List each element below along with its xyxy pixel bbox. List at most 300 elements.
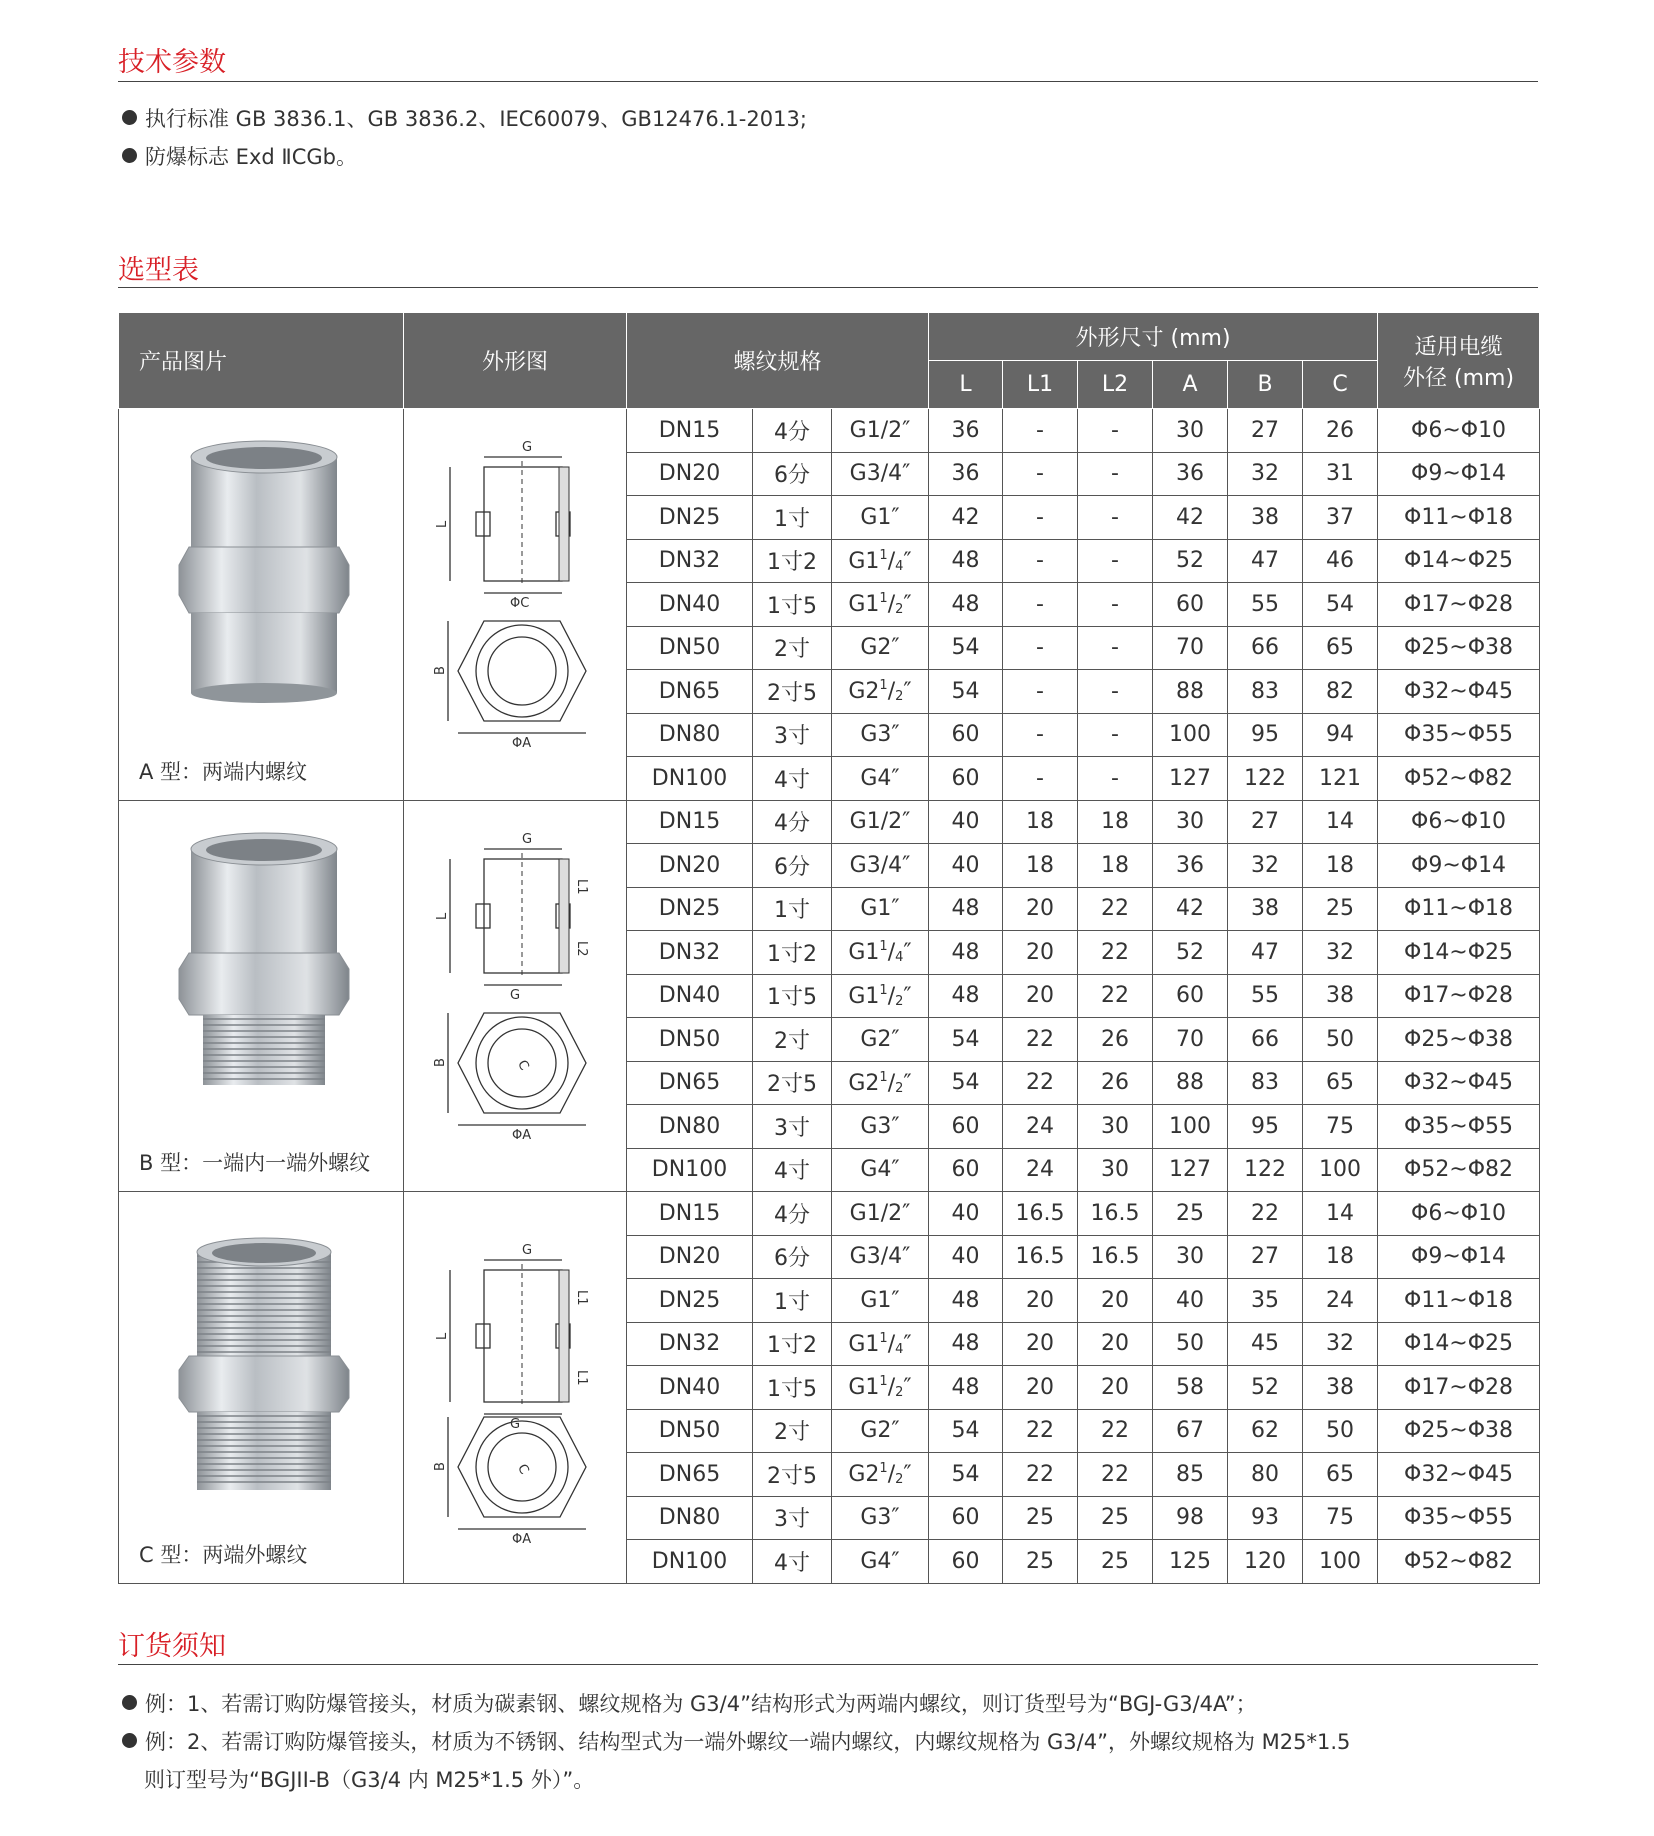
- cell-a: 25: [1153, 1192, 1228, 1236]
- cell-size: 1寸: [753, 887, 832, 931]
- label-phi-a: ΦA: [512, 736, 532, 751]
- cell-l2: 25: [1078, 1496, 1153, 1540]
- cell-cable: Φ35~Φ55: [1378, 1496, 1540, 1540]
- cell-b: 32: [1228, 452, 1303, 496]
- cell-l1: -: [1003, 452, 1078, 496]
- bullet-dot-icon: [122, 110, 137, 125]
- cell-l2: 22: [1078, 1409, 1153, 1453]
- cell-c: 25: [1303, 887, 1378, 931]
- cell-a: 70: [1153, 1018, 1228, 1062]
- cell-b: 38: [1228, 887, 1303, 931]
- cell-b: 122: [1228, 757, 1303, 801]
- cell-thread: G1″: [832, 1279, 929, 1323]
- cell-c: 18: [1303, 1235, 1378, 1279]
- cell-l2: 18: [1078, 844, 1153, 888]
- cell-cable: Φ14~Φ25: [1378, 931, 1540, 975]
- cell-dn: DN80: [627, 1496, 753, 1540]
- cell-size: 2寸5: [753, 1061, 832, 1105]
- cell-l1: 24: [1003, 1105, 1078, 1149]
- bullet-dot-icon: [122, 1695, 137, 1710]
- cell-l: 54: [929, 670, 1003, 714]
- cell-l: 36: [929, 409, 1003, 453]
- cell-size: 2寸5: [753, 1453, 832, 1497]
- cell-l2: -: [1078, 539, 1153, 583]
- cell-thread: G3″: [832, 713, 929, 757]
- cell-b: 47: [1228, 931, 1303, 975]
- cell-cable: Φ17~Φ28: [1378, 583, 1540, 627]
- cell-b: 95: [1228, 713, 1303, 757]
- label-l1: L1: [574, 1290, 589, 1306]
- cell-size: 4寸: [753, 757, 832, 801]
- label-l: L: [435, 912, 450, 920]
- label-bottom: G: [510, 987, 521, 1003]
- cell-size: 4分: [753, 1192, 832, 1236]
- cell-l2: 25: [1078, 1540, 1153, 1584]
- cell-l1: 22: [1003, 1409, 1078, 1453]
- cell-a: 36: [1153, 844, 1228, 888]
- selection-table: [118, 312, 1540, 1584]
- header-cable: 适用电缆 外径 (mm): [1378, 313, 1540, 409]
- cell-a: 67: [1153, 1409, 1228, 1453]
- cell-size: 4寸: [753, 1148, 832, 1192]
- cell-l: 42: [929, 496, 1003, 540]
- cell-thread: G3/4″: [832, 452, 929, 496]
- cell-dn: DN40: [627, 1366, 753, 1410]
- header-col-l2: L2: [1078, 361, 1153, 409]
- cell-size: 6分: [753, 1235, 832, 1279]
- cell-l1: 16.5: [1003, 1192, 1078, 1236]
- cell-size: 3寸: [753, 1105, 832, 1149]
- cell-b: 80: [1228, 1453, 1303, 1497]
- cell-c: 121: [1303, 757, 1378, 801]
- product-photo-cell-b: [119, 800, 404, 1192]
- cell-l1: 20: [1003, 931, 1078, 975]
- cell-dn: DN25: [627, 887, 753, 931]
- cell-cable: Φ9~Φ14: [1378, 844, 1540, 888]
- cell-b: 45: [1228, 1322, 1303, 1366]
- cell-l1: -: [1003, 670, 1078, 714]
- cell-a: 58: [1153, 1366, 1228, 1410]
- cell-l1: 25: [1003, 1496, 1078, 1540]
- cell-size: 2寸: [753, 626, 832, 670]
- header-photo: 产品图片: [119, 313, 404, 409]
- cell-l2: 30: [1078, 1105, 1153, 1149]
- cell-dn: DN15: [627, 800, 753, 844]
- cell-l: 60: [929, 1496, 1003, 1540]
- cell-l: 60: [929, 1540, 1003, 1584]
- cell-thread: $G1^1/_2''$: [832, 1366, 929, 1410]
- cell-dn: DN25: [627, 1279, 753, 1323]
- cell-cable: Φ9~Φ14: [1378, 452, 1540, 496]
- cell-cable: Φ6~Φ10: [1378, 1192, 1540, 1236]
- cell-size: 2寸5: [753, 670, 832, 714]
- header-col-l1: L1: [1003, 361, 1078, 409]
- cell-l2: 22: [1078, 931, 1153, 975]
- label-g: G: [522, 1243, 533, 1258]
- cell-c: 65: [1303, 1453, 1378, 1497]
- cell-c: 75: [1303, 1496, 1378, 1540]
- cell-thread: G3/4″: [832, 844, 929, 888]
- cell-a: 40: [1153, 1279, 1228, 1323]
- cell-dn: DN100: [627, 757, 753, 801]
- tech-params-title: 技术参数: [118, 47, 226, 78]
- cell-b: 38: [1228, 496, 1303, 540]
- cell-dn: DN100: [627, 1148, 753, 1192]
- cell-dn: DN32: [627, 931, 753, 975]
- product-type-label: C 型：两端外螺纹: [139, 1542, 308, 1567]
- label-bottom: G: [510, 1417, 521, 1432]
- cell-thread: G1/2″: [832, 800, 929, 844]
- cell-l1: 20: [1003, 887, 1078, 931]
- cell-size: 4分: [753, 409, 832, 453]
- cell-l: 54: [929, 1061, 1003, 1105]
- cell-dn: DN20: [627, 1235, 753, 1279]
- cell-cable: Φ32~Φ45: [1378, 1061, 1540, 1105]
- cell-c: 38: [1303, 974, 1378, 1018]
- cell-l1: -: [1003, 713, 1078, 757]
- cell-l2: 18: [1078, 800, 1153, 844]
- cell-b: 32: [1228, 844, 1303, 888]
- table-row: [119, 800, 1540, 844]
- cell-thread: G1″: [832, 887, 929, 931]
- cell-c: 54: [1303, 583, 1378, 627]
- cell-l2: -: [1078, 713, 1153, 757]
- cell-l1: 24: [1003, 1148, 1078, 1192]
- cell-a: 100: [1153, 713, 1228, 757]
- label-l1: L1: [574, 878, 589, 895]
- cell-a: 88: [1153, 670, 1228, 714]
- selection-title: 选型表: [118, 255, 199, 286]
- product-type-label: B 型：一端内一端外螺纹: [139, 1151, 371, 1175]
- cell-l1: -: [1003, 757, 1078, 801]
- cell-c: 65: [1303, 1061, 1378, 1105]
- cell-l1: 18: [1003, 844, 1078, 888]
- cell-a: 127: [1153, 757, 1228, 801]
- cell-b: 120: [1228, 1540, 1303, 1584]
- cell-l2: -: [1078, 452, 1153, 496]
- cell-a: 88: [1153, 1061, 1228, 1105]
- cell-size: 1寸2: [753, 539, 832, 583]
- cell-c: 37: [1303, 496, 1378, 540]
- cell-b: 55: [1228, 974, 1303, 1018]
- cell-l1: -: [1003, 409, 1078, 453]
- product-photo-cell-c: [119, 1192, 404, 1584]
- cell-l2: 22: [1078, 887, 1153, 931]
- tech-params-rule: [118, 81, 1538, 82]
- cell-a: 52: [1153, 931, 1228, 975]
- cell-a: 50: [1153, 1322, 1228, 1366]
- cell-c: 50: [1303, 1018, 1378, 1062]
- cell-dn: DN15: [627, 409, 753, 453]
- cell-l: 60: [929, 1148, 1003, 1192]
- cell-size: 1寸5: [753, 583, 832, 627]
- cell-thread: $G1^1/_4''$: [832, 1322, 929, 1366]
- cell-dn: DN15: [627, 1192, 753, 1236]
- order-rule: [118, 1664, 1538, 1665]
- cell-l1: 16.5: [1003, 1235, 1078, 1279]
- cell-b: 22: [1228, 1192, 1303, 1236]
- cell-a: 30: [1153, 1235, 1228, 1279]
- cell-a: 100: [1153, 1105, 1228, 1149]
- cell-size: 4寸: [753, 1540, 832, 1584]
- cell-dn: DN50: [627, 1409, 753, 1453]
- cell-l1: -: [1003, 626, 1078, 670]
- cell-thread: G1″: [832, 496, 929, 540]
- order-example-1: 例：1、若需订购防爆管接头，材质为碳素钢、螺纹规格为 G3/4”结构形式为两端内螺纹，则订货型号为“BGJ-G3/4A”；: [122, 1688, 1257, 1718]
- cell-c: 75: [1303, 1105, 1378, 1149]
- cell-cable: Φ35~Φ55: [1378, 1105, 1540, 1149]
- cell-l: 60: [929, 713, 1003, 757]
- cell-thread: G3″: [832, 1105, 929, 1149]
- header-col-l: L: [929, 361, 1003, 409]
- cell-cable: Φ25~Φ38: [1378, 626, 1540, 670]
- cell-l1: 20: [1003, 1366, 1078, 1410]
- cell-c: 38: [1303, 1366, 1378, 1410]
- cell-thread: G4″: [832, 757, 929, 801]
- order-example-2-cont: 则订型号为“BGJII-B（G3/4 内 M25*1.5 外）”。: [144, 1768, 595, 1792]
- cell-dn: DN20: [627, 452, 753, 496]
- cell-l1: -: [1003, 539, 1078, 583]
- cell-l: 54: [929, 626, 1003, 670]
- header-outline: 外形图: [404, 313, 627, 409]
- cell-size: 6分: [753, 452, 832, 496]
- cell-l: 40: [929, 800, 1003, 844]
- cell-l2: 16.5: [1078, 1192, 1153, 1236]
- bullet-dot-icon: [122, 1733, 137, 1748]
- outline-drawing-cell-a: [404, 409, 627, 801]
- cell-size: 1寸: [753, 1279, 832, 1323]
- cell-l1: 20: [1003, 1279, 1078, 1323]
- outline-drawing-c: [404, 1192, 626, 1572]
- cell-b: 27: [1228, 800, 1303, 844]
- cell-l: 40: [929, 844, 1003, 888]
- cell-a: 127: [1153, 1148, 1228, 1192]
- cell-dn: DN32: [627, 539, 753, 583]
- cell-dn: DN40: [627, 583, 753, 627]
- cell-a: 70: [1153, 626, 1228, 670]
- cell-c: 24: [1303, 1279, 1378, 1323]
- cell-l1: -: [1003, 496, 1078, 540]
- cell-c: 14: [1303, 800, 1378, 844]
- cell-size: 3寸: [753, 1496, 832, 1540]
- cell-l: 54: [929, 1453, 1003, 1497]
- label-c: C: [514, 1461, 532, 1478]
- label-g: G: [522, 440, 533, 455]
- cell-size: 2寸: [753, 1018, 832, 1062]
- cell-thread: $G2^1/_2''$: [832, 1061, 929, 1105]
- cell-b: 66: [1228, 1018, 1303, 1062]
- cell-size: 2寸: [753, 1409, 832, 1453]
- label-g: G: [522, 831, 533, 847]
- cell-dn: DN32: [627, 1322, 753, 1366]
- tech-bullet-standard: 执行标准 GB 3836.1、GB 3836.2、IEC60079、GB12476.1-2013;: [122, 103, 807, 133]
- cell-a: 36: [1153, 452, 1228, 496]
- cell-l: 54: [929, 1018, 1003, 1062]
- cell-cable: Φ14~Φ25: [1378, 539, 1540, 583]
- label-l2: L1: [574, 1370, 589, 1386]
- cell-c: 100: [1303, 1540, 1378, 1584]
- cell-l1: 22: [1003, 1453, 1078, 1497]
- cell-l2: 22: [1078, 974, 1153, 1018]
- cell-cable: Φ17~Φ28: [1378, 1366, 1540, 1410]
- cell-cable: Φ32~Φ45: [1378, 1453, 1540, 1497]
- cell-dn: DN65: [627, 1061, 753, 1105]
- cell-l1: 18: [1003, 800, 1078, 844]
- outline-drawing-b: [404, 801, 626, 1181]
- cell-cable: Φ11~Φ18: [1378, 887, 1540, 931]
- cell-size: 1寸2: [753, 1322, 832, 1366]
- cell-l2: -: [1078, 583, 1153, 627]
- product-photo-cell-a: [119, 409, 404, 801]
- cell-dn: DN40: [627, 974, 753, 1018]
- cell-a: 60: [1153, 974, 1228, 1018]
- cell-thread: G2″: [832, 1018, 929, 1062]
- cell-cable: Φ25~Φ38: [1378, 1409, 1540, 1453]
- cell-size: 1寸5: [753, 974, 832, 1018]
- cell-a: 30: [1153, 800, 1228, 844]
- cell-l1: -: [1003, 583, 1078, 627]
- cell-a: 42: [1153, 887, 1228, 931]
- fitting-photo-b: [159, 827, 369, 1097]
- cell-c: 94: [1303, 713, 1378, 757]
- cell-b: 93: [1228, 1496, 1303, 1540]
- cell-l: 60: [929, 757, 1003, 801]
- header-thread: 螺纹规格: [627, 313, 929, 409]
- header-dims: 外形尺寸 (mm): [929, 313, 1378, 361]
- selection-rule: [118, 287, 1538, 288]
- cell-l: 36: [929, 452, 1003, 496]
- cell-thread: $G2^1/_2''$: [832, 1453, 929, 1497]
- fitting-photo-c: [159, 1230, 369, 1500]
- cell-l: 48: [929, 931, 1003, 975]
- cell-dn: DN50: [627, 626, 753, 670]
- cell-thread: $G2^1/_2''$: [832, 670, 929, 714]
- cell-l2: 26: [1078, 1061, 1153, 1105]
- outline-drawing-a: [404, 409, 626, 789]
- cell-l2: 16.5: [1078, 1235, 1153, 1279]
- cell-l: 54: [929, 1409, 1003, 1453]
- cell-c: 32: [1303, 1322, 1378, 1366]
- cell-dn: DN65: [627, 670, 753, 714]
- cell-b: 95: [1228, 1105, 1303, 1149]
- cell-c: 50: [1303, 1409, 1378, 1453]
- cell-thread: $G1^1/_2''$: [832, 974, 929, 1018]
- cell-size: 3寸: [753, 713, 832, 757]
- cell-l2: 20: [1078, 1279, 1153, 1323]
- table-row: [119, 409, 1540, 453]
- cell-size: 1寸2: [753, 931, 832, 975]
- cell-cable: Φ14~Φ25: [1378, 1322, 1540, 1366]
- header-col-b: B: [1228, 361, 1303, 409]
- cell-size: 1寸5: [753, 1366, 832, 1410]
- cell-a: 125: [1153, 1540, 1228, 1584]
- cell-thread: G3/4″: [832, 1235, 929, 1279]
- cell-cable: Φ52~Φ82: [1378, 1540, 1540, 1584]
- cell-c: 32: [1303, 931, 1378, 975]
- bullet-dot-icon: [122, 148, 137, 163]
- label-c: C: [514, 1057, 532, 1073]
- cell-cable: Φ52~Φ82: [1378, 1148, 1540, 1192]
- outline-drawing-cell-b: [404, 800, 627, 1192]
- cell-dn: DN50: [627, 1018, 753, 1062]
- fitting-photo-a: [159, 435, 369, 705]
- product-type-label: A 型：两端内螺纹: [139, 759, 308, 784]
- cell-cable: Φ35~Φ55: [1378, 713, 1540, 757]
- cell-b: 122: [1228, 1148, 1303, 1192]
- cell-c: 65: [1303, 626, 1378, 670]
- cell-thread: G4″: [832, 1148, 929, 1192]
- cell-c: 31: [1303, 452, 1378, 496]
- cell-l2: 20: [1078, 1366, 1153, 1410]
- label-b: B: [433, 1462, 448, 1471]
- label-l: L: [435, 520, 450, 528]
- outline-drawing-cell-c: [404, 1192, 627, 1584]
- cell-cable: Φ9~Φ14: [1378, 1235, 1540, 1279]
- cell-thread: G1/2″: [832, 409, 929, 453]
- cell-thread: $G1^1/_2''$: [832, 583, 929, 627]
- cell-a: 85: [1153, 1453, 1228, 1497]
- cell-cable: Φ11~Φ18: [1378, 1279, 1540, 1323]
- cell-b: 35: [1228, 1279, 1303, 1323]
- cell-dn: DN80: [627, 713, 753, 757]
- cell-dn: DN80: [627, 1105, 753, 1149]
- cell-cable: Φ6~Φ10: [1378, 409, 1540, 453]
- table-row: [119, 1192, 1540, 1236]
- cell-cable: Φ52~Φ82: [1378, 757, 1540, 801]
- label-l: L: [435, 1332, 450, 1340]
- label-b: B: [433, 1057, 448, 1067]
- cell-thread: G1/2″: [832, 1192, 929, 1236]
- cell-c: 100: [1303, 1148, 1378, 1192]
- cell-size: 4分: [753, 800, 832, 844]
- label-l2: L2: [574, 940, 589, 957]
- cell-l: 48: [929, 1279, 1003, 1323]
- order-example-2: 例：2、若需订购防爆管接头，材质为不锈钢、结构型式为一端外螺纹一端内螺纹，内螺纹规格为 G3/4”，外螺纹规格为 M25*1.5: [122, 1726, 1350, 1756]
- cell-a: 60: [1153, 583, 1228, 627]
- cell-l2: -: [1078, 670, 1153, 714]
- cell-dn: DN100: [627, 1540, 753, 1584]
- cell-l: 48: [929, 539, 1003, 583]
- cell-l2: 22: [1078, 1453, 1153, 1497]
- cell-b: 62: [1228, 1409, 1303, 1453]
- cell-l: 48: [929, 1322, 1003, 1366]
- cell-c: 82: [1303, 670, 1378, 714]
- cell-b: 52: [1228, 1366, 1303, 1410]
- header-col-a: A: [1153, 361, 1228, 409]
- cell-cable: Φ17~Φ28: [1378, 974, 1540, 1018]
- tech-bullet-marking: 防爆标志 Exd ⅡCGb。: [122, 141, 357, 171]
- cell-cable: Φ11~Φ18: [1378, 496, 1540, 540]
- cell-l: 48: [929, 583, 1003, 627]
- cell-b: 83: [1228, 670, 1303, 714]
- cell-l2: 26: [1078, 1018, 1153, 1062]
- cell-thread: G2″: [832, 1409, 929, 1453]
- cell-cable: Φ32~Φ45: [1378, 670, 1540, 714]
- cell-thread: $G1^1/_4''$: [832, 931, 929, 975]
- cell-a: 98: [1153, 1496, 1228, 1540]
- cell-l2: -: [1078, 409, 1153, 453]
- label-phi-a: ΦA: [512, 1127, 532, 1143]
- cell-thread: G4″: [832, 1540, 929, 1584]
- cell-thread: $G1^1/_4''$: [832, 539, 929, 583]
- label-bottom: ΦC: [510, 596, 530, 611]
- cell-b: 27: [1228, 1235, 1303, 1279]
- cell-b: 55: [1228, 583, 1303, 627]
- order-title: 订货须知: [118, 1631, 226, 1662]
- cell-l: 48: [929, 887, 1003, 931]
- cell-l: 40: [929, 1192, 1003, 1236]
- cell-b: 27: [1228, 409, 1303, 453]
